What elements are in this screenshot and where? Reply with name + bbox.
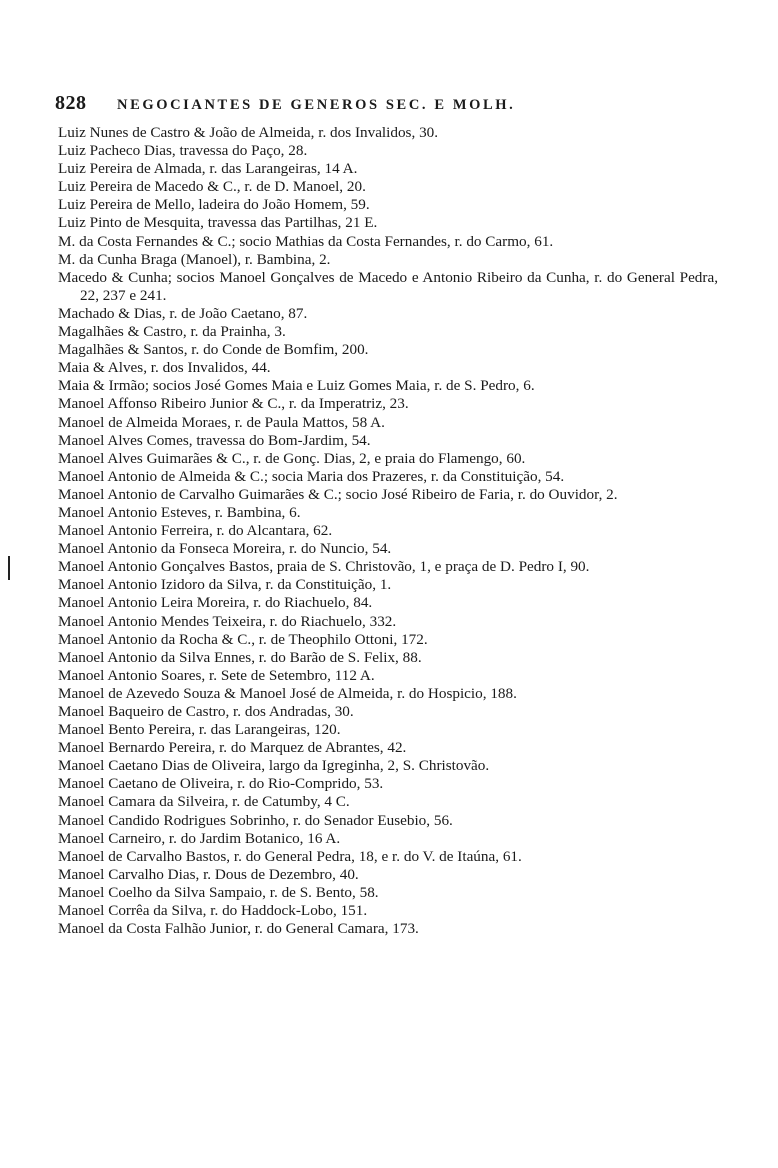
- merchant-entry-list: [58, 124, 718, 938]
- list-item: Manoel Antonio de Almeida & C.; socia Maria dos Prazeres, r. da Constituição, 54.: [58, 467, 565, 485]
- list-item: Maia & Alves, r. dos Invalidos, 44.: [58, 359, 271, 377]
- list-item: Luiz Pereira de Macedo & C., r. de D. Manoel, 20.: [58, 178, 366, 196]
- list-item: M. da Costa Fernandes & C.; socio Mathias da Costa Fernandes, r. do Carmo, 61.: [58, 232, 554, 250]
- list-item: Manoel Antonio Ferreira, r. do Alcantara, 62.: [58, 522, 333, 540]
- list-item: Manoel Corrêa da Silva, r. do Haddock-Lobo, 151.: [58, 902, 368, 920]
- list-item: Manoel Antonio da Rocha & C., r. de Theophilo Ottoni, 172.: [58, 630, 428, 648]
- list-item: Manoel Antonio Mendes Teixeira, r. do Riachuelo, 332.: [58, 612, 397, 630]
- list-item: Luiz Pacheco Dias, travessa do Paço, 28.: [58, 142, 308, 160]
- page-number: 828: [55, 92, 87, 114]
- list-item: Manoel Antonio Soares, r. Sete de Setembro, 112 A.: [58, 666, 375, 684]
- list-item: Macedo & Cunha; socios Manoel Gonçalves de Macedo e Antonio Ribeiro da Cunha, r. do General Pedra, 22, 237 e 241.: [58, 268, 718, 304]
- list-item: Luiz Pinto de Mesquita, travessa das Partilhas, 21 E.: [58, 214, 378, 232]
- list-item: Manoel Coelho da Silva Sampaio, r. de S. Bento, 58.: [58, 883, 379, 901]
- list-item: Manoel Bento Pereira, r. das Larangeiras, 120.: [58, 721, 341, 739]
- list-item: Manoel de Azevedo Souza & Manoel José de Almeida, r. do Hospicio, 188.: [58, 684, 517, 702]
- list-item: Manoel Bernardo Pereira, r. do Marquez de Abrantes, 42.: [58, 739, 407, 757]
- list-item: Manoel Antonio Izidoro da Silva, r. da Constituição, 1.: [58, 576, 392, 594]
- list-item: Manoel Antonio Leira Moreira, r. do Riachuelo, 84.: [58, 594, 373, 612]
- list-item: Maia & Irmão; socios José Gomes Maia e Luiz Gomes Maia, r. de S. Pedro, 6.: [58, 377, 535, 395]
- list-item: Manoel Antonio da Fonseca Moreira, r. do Nuncio, 54.: [58, 540, 392, 558]
- list-item: Manoel de Almeida Moraes, r. de Paula Mattos, 58 A.: [58, 413, 385, 431]
- list-item: Luiz Pereira de Mello, ladeira do João Homem, 59.: [58, 196, 370, 214]
- list-item: Manoel Camara da Silveira, r. de Catumby, 4 C.: [58, 793, 350, 811]
- list-item: Manoel Baqueiro de Castro, r. dos Andradas, 30.: [58, 703, 354, 720]
- list-item: Manoel Caetano de Oliveira, r. do Rio-Comprido, 53.: [58, 775, 384, 793]
- list-item: Machado & Dias, r. de João Caetano, 87.: [58, 304, 308, 322]
- list-item: Manoel Candido Rodrigues Sobrinho, r. do Senador Eusebio, 56.: [58, 811, 453, 829]
- list-item: Manoel Caetano Dias de Oliveira, largo da Igreginha, 2, S. Christovão.: [58, 757, 490, 775]
- list-item: Manoel de Carvalho Bastos, r. do General Pedra, 18, e r. do V. de Itaúna, 61.: [58, 847, 522, 865]
- list-item: Luiz Nunes de Castro & João de Almeida, r. dos Invalidos, 30.: [58, 124, 439, 141]
- list-item: Manoel Antonio de Carvalho Guimarães & C.; socio José Ribeiro de Faria, r. do Ouvidor, 2.: [58, 485, 618, 503]
- list-item: Manoel Antonio Esteves, r. Bambina, 6.: [58, 503, 301, 521]
- list-item: Manoel Alves Guimarães & C., r. de Gonç. Dias, 2, e praia do Flamengo, 60.: [58, 449, 526, 467]
- list-item: Magalhães & Santos, r. do Conde de Bomfim, 200.: [58, 341, 369, 359]
- list-item: Manoel Antonio da Silva Ennes, r. do Barão de S. Felix, 88.: [58, 648, 422, 666]
- list-item: Manoel Carvalho Dias, r. Dous de Dezembro, 40.: [58, 865, 359, 883]
- list-item: M. da Cunha Braga (Manoel), r. Bambina, 2.: [58, 250, 331, 268]
- list-item: Manoel Affonso Ribeiro Junior & C., r. da Imperatriz, 23.: [58, 395, 409, 413]
- list-item: Manoel da Costa Falhão Junior, r. do General Camara, 173.: [58, 920, 419, 938]
- running-title: NEGOCIANTES DE GENEROS SEC. E MOLH.: [117, 97, 516, 113]
- list-item: Manoel Antonio Gonçalves Bastos, praia de S. Christovão, 1, e praça de D. Pedro I, 90.: [58, 558, 590, 576]
- list-item: Manoel Carneiro, r. do Jardim Botanico, 16 A.: [58, 829, 341, 847]
- margin-mark: [8, 556, 10, 580]
- list-item: Magalhães & Castro, r. da Prainha, 3.: [58, 323, 286, 341]
- list-item: Luiz Pereira de Almada, r. das Larangeiras, 14 A.: [58, 160, 358, 178]
- list-item: Manoel Alves Comes, travessa do Bom-Jardim, 54.: [58, 431, 371, 449]
- page-header: [55, 92, 715, 118]
